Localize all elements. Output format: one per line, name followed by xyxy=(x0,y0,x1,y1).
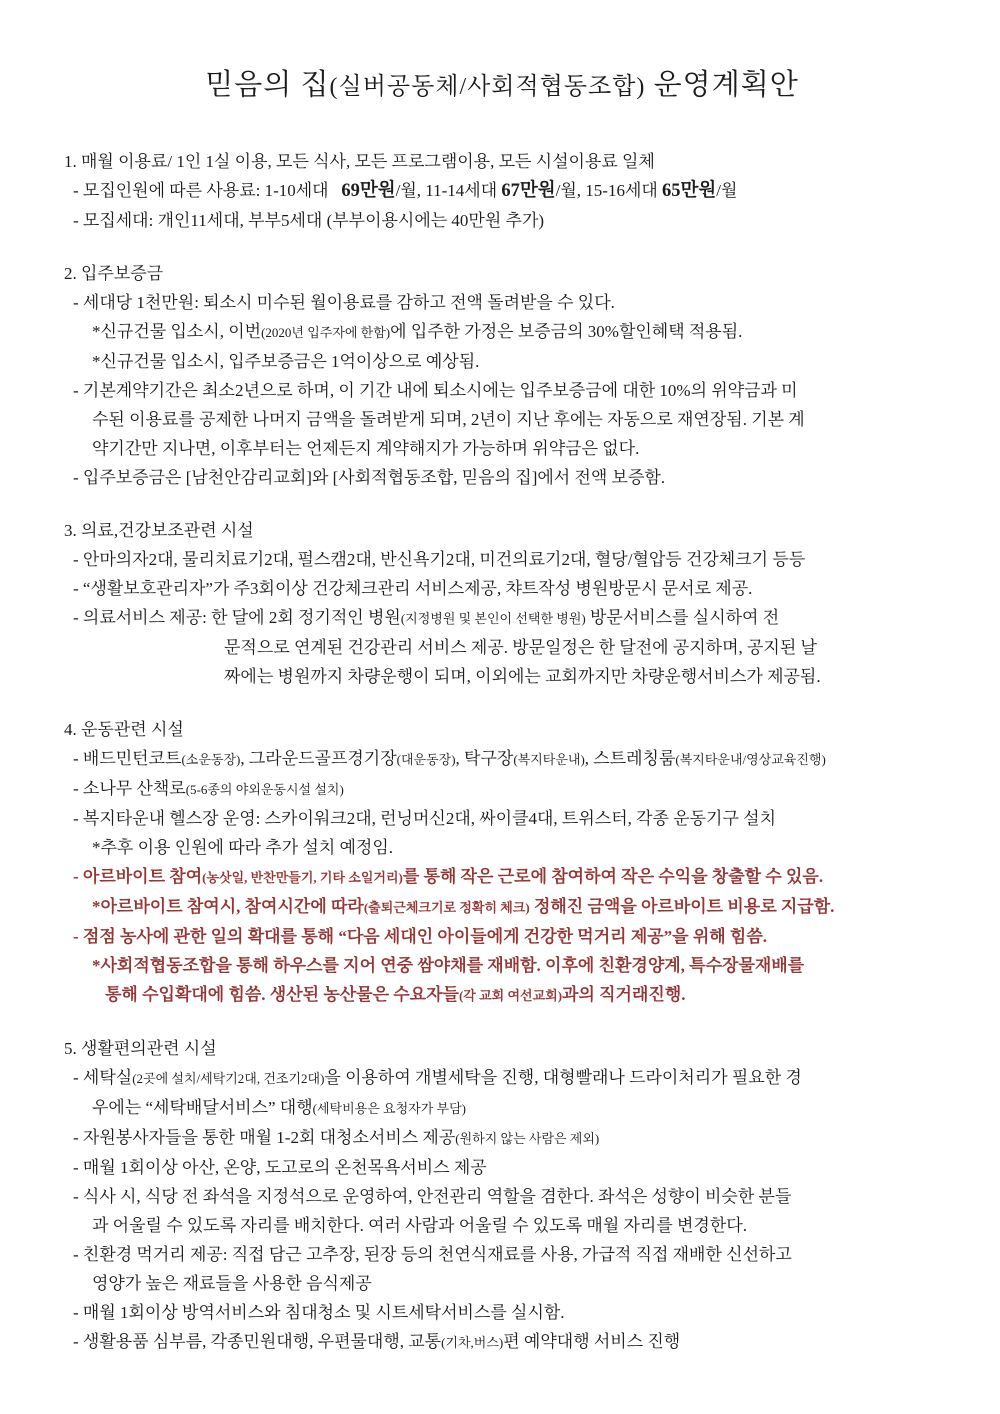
text-segment: *신규건물 입소시, 이번 xyxy=(92,322,262,341)
parenthetical-note: (출퇴근체크기로 정확히 체크) xyxy=(363,900,530,915)
text-segment: 5. 생활편의관련 시설 xyxy=(64,1039,217,1058)
text-segment: - 입주보증금은 [남천안감리교회]와 [사회적협동조합, 믿음의 집]에서 전액 보증함. xyxy=(73,468,666,487)
fee-amount: 65만원 xyxy=(662,181,717,201)
text-segment: , 스트레칭룸 xyxy=(584,749,676,768)
text-line xyxy=(64,206,940,235)
text-segment: - 기본계약기간은 최소2년으로 하며, 이 기간 내에 퇴소시에는 입주보증금에 대한 10%의 위약금과 미 xyxy=(73,381,798,400)
text-segment: 과 어울릴 수 있도록 자리를 배치한다. 여러 사람과 어울릴 수 있도록 매월 자리를 변경한다. xyxy=(92,1216,747,1235)
text-segment: 2. 입주보증금 xyxy=(64,264,164,283)
text-segment: 짜에는 병원까지 차량운행이 되며, 이외에는 교회까지만 차량운행서비스가 제공됨. xyxy=(224,667,821,686)
text-line xyxy=(64,1240,940,1269)
text-segment: 약기간만 지나면, 이후부터는 언제든지 계약해지가 가능하며 위약금은 없다. xyxy=(92,439,640,458)
text-segment: *사회적협동조합을 통해 하우스를 지어 연중 쌈야채를 재배함. 이후에 친환경양계, 특수장물재배를 xyxy=(92,956,805,975)
section-living-convenience-facilities xyxy=(64,1034,940,1357)
text-segment: - 의료서비스 제공: 한 달에 2회 정기적인 병원 xyxy=(73,608,401,627)
text-segment: 를 통해 작은 근로에 참여하여 작은 수익을 창출할 수 있음. xyxy=(402,867,824,886)
parenthetical-note: (2020년 입주자에 한함) xyxy=(261,325,391,340)
text-segment: , 탁구장 xyxy=(455,749,514,768)
text-line xyxy=(64,892,940,922)
text-segment: - 자원봉사자들을 통한 매월 1-2회 대청소서비스 제공 xyxy=(73,1128,456,1147)
text-line xyxy=(64,463,940,492)
section-heading xyxy=(64,715,940,744)
text-segment: - 매월 1회이상 방역서비스와 침대청소 및 시트세탁서비스를 실시함. xyxy=(73,1303,565,1322)
parenthetical-note: (기차,버스) xyxy=(441,1335,504,1350)
parenthetical-note: (농삿일, 반찬만들기, 기타 소일거리) xyxy=(202,870,403,885)
text-segment: - 안마의자2대, 물리치료기2대, 펄스캠2대, 반신욕기2대, 미건의료기2대, 혈당/혈압등 건강체크기 등등 xyxy=(73,550,806,569)
text-line xyxy=(64,744,940,774)
text-line xyxy=(64,288,940,317)
fee-amount: 69만원 xyxy=(341,181,396,201)
text-line xyxy=(64,317,940,347)
text-segment: - 친환경 먹거리 제공: 직접 담근 고추장, 된장 등의 천연식재료를 사용, 가급적 직접 재배한 신선하고 xyxy=(73,1245,792,1264)
text-line xyxy=(64,1211,940,1240)
document-title-segment: (실버공동체/사회적협동조합) xyxy=(329,74,646,100)
text-segment: 우에는 “세탁배달서비스” 대행 xyxy=(92,1098,313,1117)
text-segment: - 생활용품 심부름, 각종민원대행, 우편물대행, 교통 xyxy=(73,1332,442,1351)
text-segment: - 소나무 산책로 xyxy=(73,779,186,798)
text-line xyxy=(64,1182,940,1211)
document-title xyxy=(64,62,940,103)
text-segment: 1. 매월 이용료/ 1인 1실 이용, 모든 식사, 모든 프로그램이용, 모든 시설이용료 일체 xyxy=(64,152,655,171)
text-line xyxy=(64,603,940,633)
parenthetical-note: (각 교회 여선교회) xyxy=(458,988,563,1003)
text-line xyxy=(64,804,940,833)
text-line xyxy=(64,833,940,862)
text-line xyxy=(64,1153,940,1182)
text-line xyxy=(64,545,940,574)
text-line xyxy=(64,1269,940,1298)
text-segment: - 세대당 1천만원: 퇴소시 미수된 월이용료를 감하고 전액 돌려받을 수 있다. xyxy=(73,293,615,312)
document-title-segment: 믿음의 집 xyxy=(205,69,330,101)
text-segment: 4. 운동관련 시설 xyxy=(64,720,184,739)
text-segment: 수된 이용료를 공제한 나머지 금액을 돌려받게 되며, 2년이 지난 후에는 자동으로 재연장됨. 기본 계 xyxy=(92,410,805,429)
text-segment: - 배드민턴코트 xyxy=(73,749,182,768)
parenthetical-note: (소운동장) xyxy=(181,752,241,767)
text-line xyxy=(64,1327,940,1357)
text-segment: /월, 15-16세대 xyxy=(555,181,663,200)
text-segment: , 그라운드골프경기장 xyxy=(240,749,397,768)
text-segment: - 세탁실 xyxy=(73,1068,133,1087)
text-line xyxy=(64,633,940,662)
text-segment: 통해 수입확대에 힘씀. 생산된 농산물은 수요자들 xyxy=(105,985,459,1004)
text-segment: *신규건물 입소시, 입주보증금은 1억이상으로 예상됨. xyxy=(92,352,480,371)
text-line xyxy=(64,662,940,691)
parenthetical-note: (5-6종의 야외운동시설 설치) xyxy=(185,782,344,797)
text-segment: - “생활보호관리자”가 주3회이상 건강체크관리 서비스제공, 챠트작성 병원방문시 문서로 제공. xyxy=(73,579,753,598)
text-segment: - 식사 시, 식당 전 좌석을 지정석으로 운영하여, 안전관리 역할을 겸한다. 좌석은 성향이 비슷한 분들 xyxy=(73,1187,792,1206)
text-line xyxy=(64,1298,940,1327)
text-line xyxy=(64,376,940,405)
text-line xyxy=(64,176,940,206)
text-segment: - 모집인원에 따른 사용료: 1-10세대 xyxy=(73,181,342,200)
text-segment: /월, 11-14세대 xyxy=(395,181,502,200)
text-line xyxy=(64,951,940,980)
text-line xyxy=(64,980,940,1010)
parenthetical-note: (원하지 않는 사람은 제외) xyxy=(455,1131,600,1146)
text-segment: 편 예약대행 서비스 진행 xyxy=(503,1332,681,1351)
parenthetical-note: (대운동장) xyxy=(396,752,456,767)
text-line xyxy=(64,574,940,603)
text-line xyxy=(64,862,940,892)
parenthetical-note: (2곳에 설치/세탁기2대, 건조기2대) xyxy=(132,1071,325,1086)
section-monthly-fee xyxy=(64,147,940,235)
text-segment: - 아르바이트 참여 xyxy=(73,867,203,886)
text-line xyxy=(64,347,940,376)
section-exercise-facilities xyxy=(64,715,940,1010)
parenthetical-note: (복지타운내) xyxy=(513,752,585,767)
text-line xyxy=(64,1123,940,1153)
text-segment: 3. 의료,건강보조관련 시설 xyxy=(64,521,254,540)
text-segment: - 모집세대: 개인11세대, 부부5세대 (부부이용시에는 40만원 추가) xyxy=(73,211,545,230)
section-medical-health-facilities xyxy=(64,516,940,691)
text-segment: 에 입주한 가정은 보증금의 30%할인혜택 적용됨. xyxy=(390,322,743,341)
section-heading xyxy=(64,516,940,545)
text-segment: - 매월 1회이상 아산, 온양, 도고로의 온천목욕서비스 제공 xyxy=(73,1158,487,1177)
text-line xyxy=(64,405,940,434)
text-segment: 문적으로 연계된 건강관리 서비스 제공. 방문일정은 한 달전에 공지하며, 공지된 날 xyxy=(224,638,817,657)
text-line xyxy=(64,774,940,804)
parenthetical-note: (복지타운내/영상교육진행) xyxy=(675,752,826,767)
text-line xyxy=(64,434,940,463)
text-line xyxy=(64,1063,940,1093)
document-title-segment: 운영계획안 xyxy=(645,69,799,101)
text-segment: *추후 이용 인원에 따라 추가 설치 예정임. xyxy=(92,838,394,857)
fee-amount: 67만원 xyxy=(501,181,556,201)
section-deposit xyxy=(64,259,940,492)
document-body xyxy=(64,147,940,1357)
text-segment: 영양가 높은 재료들을 사용한 음식제공 xyxy=(92,1274,372,1293)
section-heading xyxy=(64,147,940,176)
parenthetical-note: (지정병원 및 본인이 선택한 병원) xyxy=(400,611,586,626)
parenthetical-note: (세탁비용은 요청자가 부담) xyxy=(312,1101,466,1116)
text-segment: 과의 직거래진행. xyxy=(562,985,686,1004)
text-segment: - 점점 농사에 관한 일의 확대를 통해 “다음 세대인 아이들에게 건강한 먹거리 제공”을 위해 힘씀. xyxy=(73,927,768,946)
text-line xyxy=(64,922,940,951)
text-segment: 방문서비스를 실시하여 전 xyxy=(585,608,780,627)
text-segment: 정해진 금액을 아르바이트 비용로 지급함. xyxy=(529,897,835,916)
section-heading xyxy=(64,259,940,288)
text-segment: /월 xyxy=(716,181,738,200)
text-line xyxy=(64,1093,940,1123)
text-segment: - 복지타운내 헬스장 운영: 스카이워크2대, 런닝머신2대, 싸이클4대, 트위스터, 각종 운동기구 설치 xyxy=(73,809,776,828)
text-segment: *아르바이트 참여시, 참여시간에 따라 xyxy=(92,897,364,916)
section-heading xyxy=(64,1034,940,1063)
text-segment: 을 이용하여 개별세탁을 진행, 대형빨래나 드라이처리가 필요한 경 xyxy=(324,1068,802,1087)
